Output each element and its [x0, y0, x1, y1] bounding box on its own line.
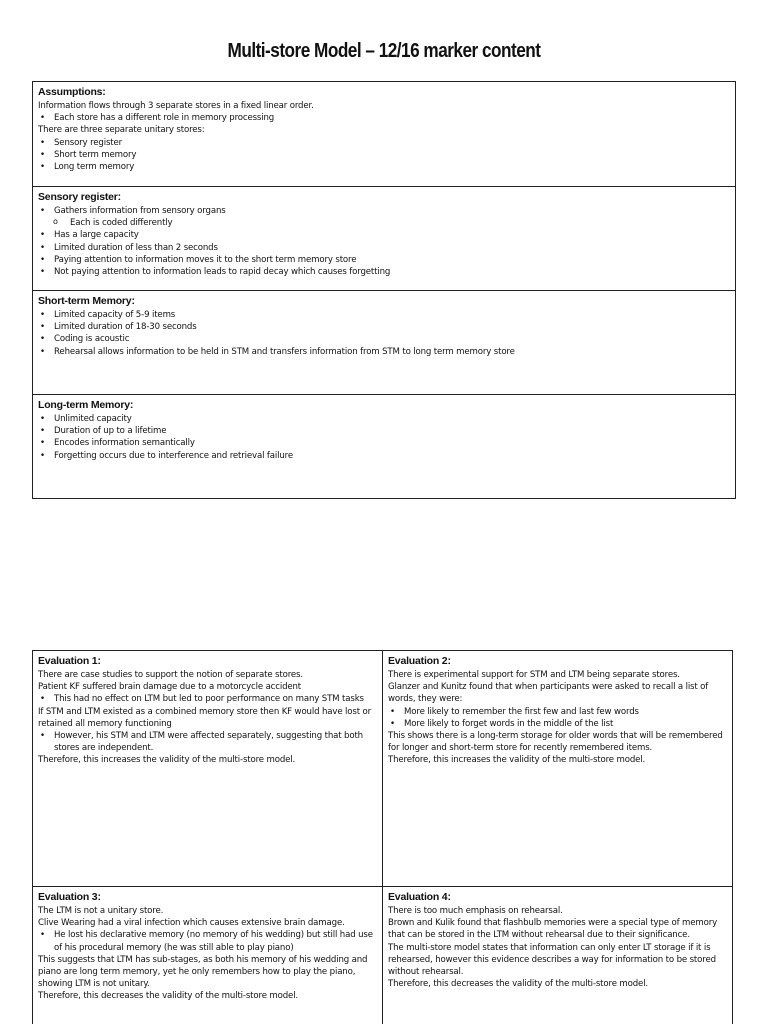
bullet-item: • Sensory register [38, 137, 730, 149]
bullet-item: • Not paying attention to information leads to rapid decay which causes forgetting [38, 266, 730, 278]
paragraph-line: There are three separate unitary stores: [38, 125, 205, 136]
section-long-term-memory [33, 394, 735, 498]
bullet-item: • He lost his declarative memory (no memory of his wedding) but still had use of his procedural memory (he was still able to play piano) [38, 929, 377, 953]
bullet-item: • However, his STM and LTM were affected separately, suggesting that both stores are independent. [38, 730, 377, 754]
section-sensory-register [33, 186, 735, 290]
bullet-item: • More likely to forget words in the middle of the list [388, 718, 727, 730]
bullet-item: • Short term memory [38, 149, 730, 161]
section-heading: Assumptions: [38, 86, 106, 98]
paragraph-line: Glanzer and Kunitz found that when participants were asked to recall a list of words, they were: [388, 682, 709, 705]
bullet-item: • Limited duration of less than 2 seconds [38, 242, 730, 254]
page-title: Multi-store Model – 12/16 marker content [227, 40, 541, 62]
paragraph-line: This suggests that LTM has sub-stages, as both his memory of his wedding and piano are long term memory, yet he only remembers how to play the piano, showing LTM is not unitary. [38, 954, 368, 990]
bullet-item: • Encodes information semantically [38, 437, 730, 449]
bullet-item: • This had no effect on LTM but led to poor performance on many STM tasks [38, 693, 377, 705]
bullet-item: • Forgetting occurs due to interference and retrieval failure [38, 450, 730, 462]
bullet-item: • Long term memory [38, 161, 730, 173]
paragraph-line: Therefore, this increases the validity of the multi-store model. [388, 755, 646, 766]
evaluation-3 [33, 887, 382, 1024]
paragraph-line: The multi-store model states that information can only enter LT storage if it is rehearsed, however this evidence describes a way for information to be stored without rehearsal. [388, 942, 716, 978]
bullet-item: • More likely to remember the first few and last few words [388, 706, 727, 718]
evaluation-1 [33, 651, 382, 886]
bullet-item: • Gathers information from sensory organs [38, 205, 730, 217]
sub-bullet-item: o Each is coded differently [38, 217, 730, 229]
section-assumptions [33, 82, 735, 186]
paragraph-line: Therefore, this decreases the validity of the multi-store model. [38, 991, 299, 1002]
evaluation-heading: Evaluation 3: [38, 891, 101, 903]
evaluation-heading: Evaluation 4: [388, 891, 451, 903]
bullet-item: • Unlimited capacity [38, 413, 730, 425]
bullet-item: • Duration of up to a lifetime [38, 425, 730, 437]
section-heading: Long-term Memory: [38, 399, 134, 411]
bullet-item: • Has a large capacity [38, 229, 730, 241]
bullet-item: • Coding is acoustic [38, 333, 730, 345]
paragraph-line: Patient KF suffered brain damage due to a motorcycle accident [38, 682, 302, 693]
evaluation-table [32, 650, 733, 1024]
paragraph-line: If STM and LTM existed as a combined memory store then KF would have lost or retained all memory functioning [38, 706, 371, 729]
evaluation-heading: Evaluation 1: [38, 655, 101, 667]
paragraph-line: Brown and Kulik found that flashbulb memories were a special type of memory that can be stored in the LTM without rehearsal due to their significance. [388, 918, 718, 941]
bullet-item: • Limited duration of 18-30 seconds [38, 321, 730, 333]
section-heading: Sensory register: [38, 191, 121, 203]
paragraph-line: This shows there is a long-term storage for older words that will be remembered for longer and short-term store for recently remembered items. [388, 731, 723, 754]
section-short-term-memory [33, 290, 735, 394]
evaluation-4 [383, 887, 732, 1024]
paragraph-line: The LTM is not a unitary store. [38, 906, 164, 916]
paragraph-line: Therefore, this increases the validity of the multi-store model. [38, 755, 296, 766]
paragraph-line: There is experimental support for STM and LTM being separate stores. [388, 670, 680, 680]
bullet-item: • Rehearsal allows information to be held in STM and transfers information from STM to long term memory store [38, 346, 730, 358]
bullet-item: • Paying attention to information moves it to the short term memory store [38, 254, 730, 266]
paragraph-line: Therefore, this decreases the validity of the multi-store model. [388, 979, 649, 990]
bullet-item: • Limited capacity of 5-9 items [38, 309, 730, 321]
evaluation-2 [383, 651, 732, 886]
bullet-item: • Each store has a different role in memory processing [38, 112, 730, 124]
paragraph-line: Clive Wearing had a viral infection which causes extensive brain damage. [38, 918, 345, 929]
evaluation-heading: Evaluation 2: [388, 655, 451, 667]
paragraph-line: There are case studies to support the notion of separate stores. [38, 670, 303, 680]
paragraph-line: Information flows through 3 separate stores in a fixed linear order. [38, 101, 314, 111]
model-components-table [32, 81, 736, 499]
section-heading: Short-term Memory: [38, 295, 135, 307]
paragraph-line: There is too much emphasis on rehearsal. [388, 906, 563, 916]
